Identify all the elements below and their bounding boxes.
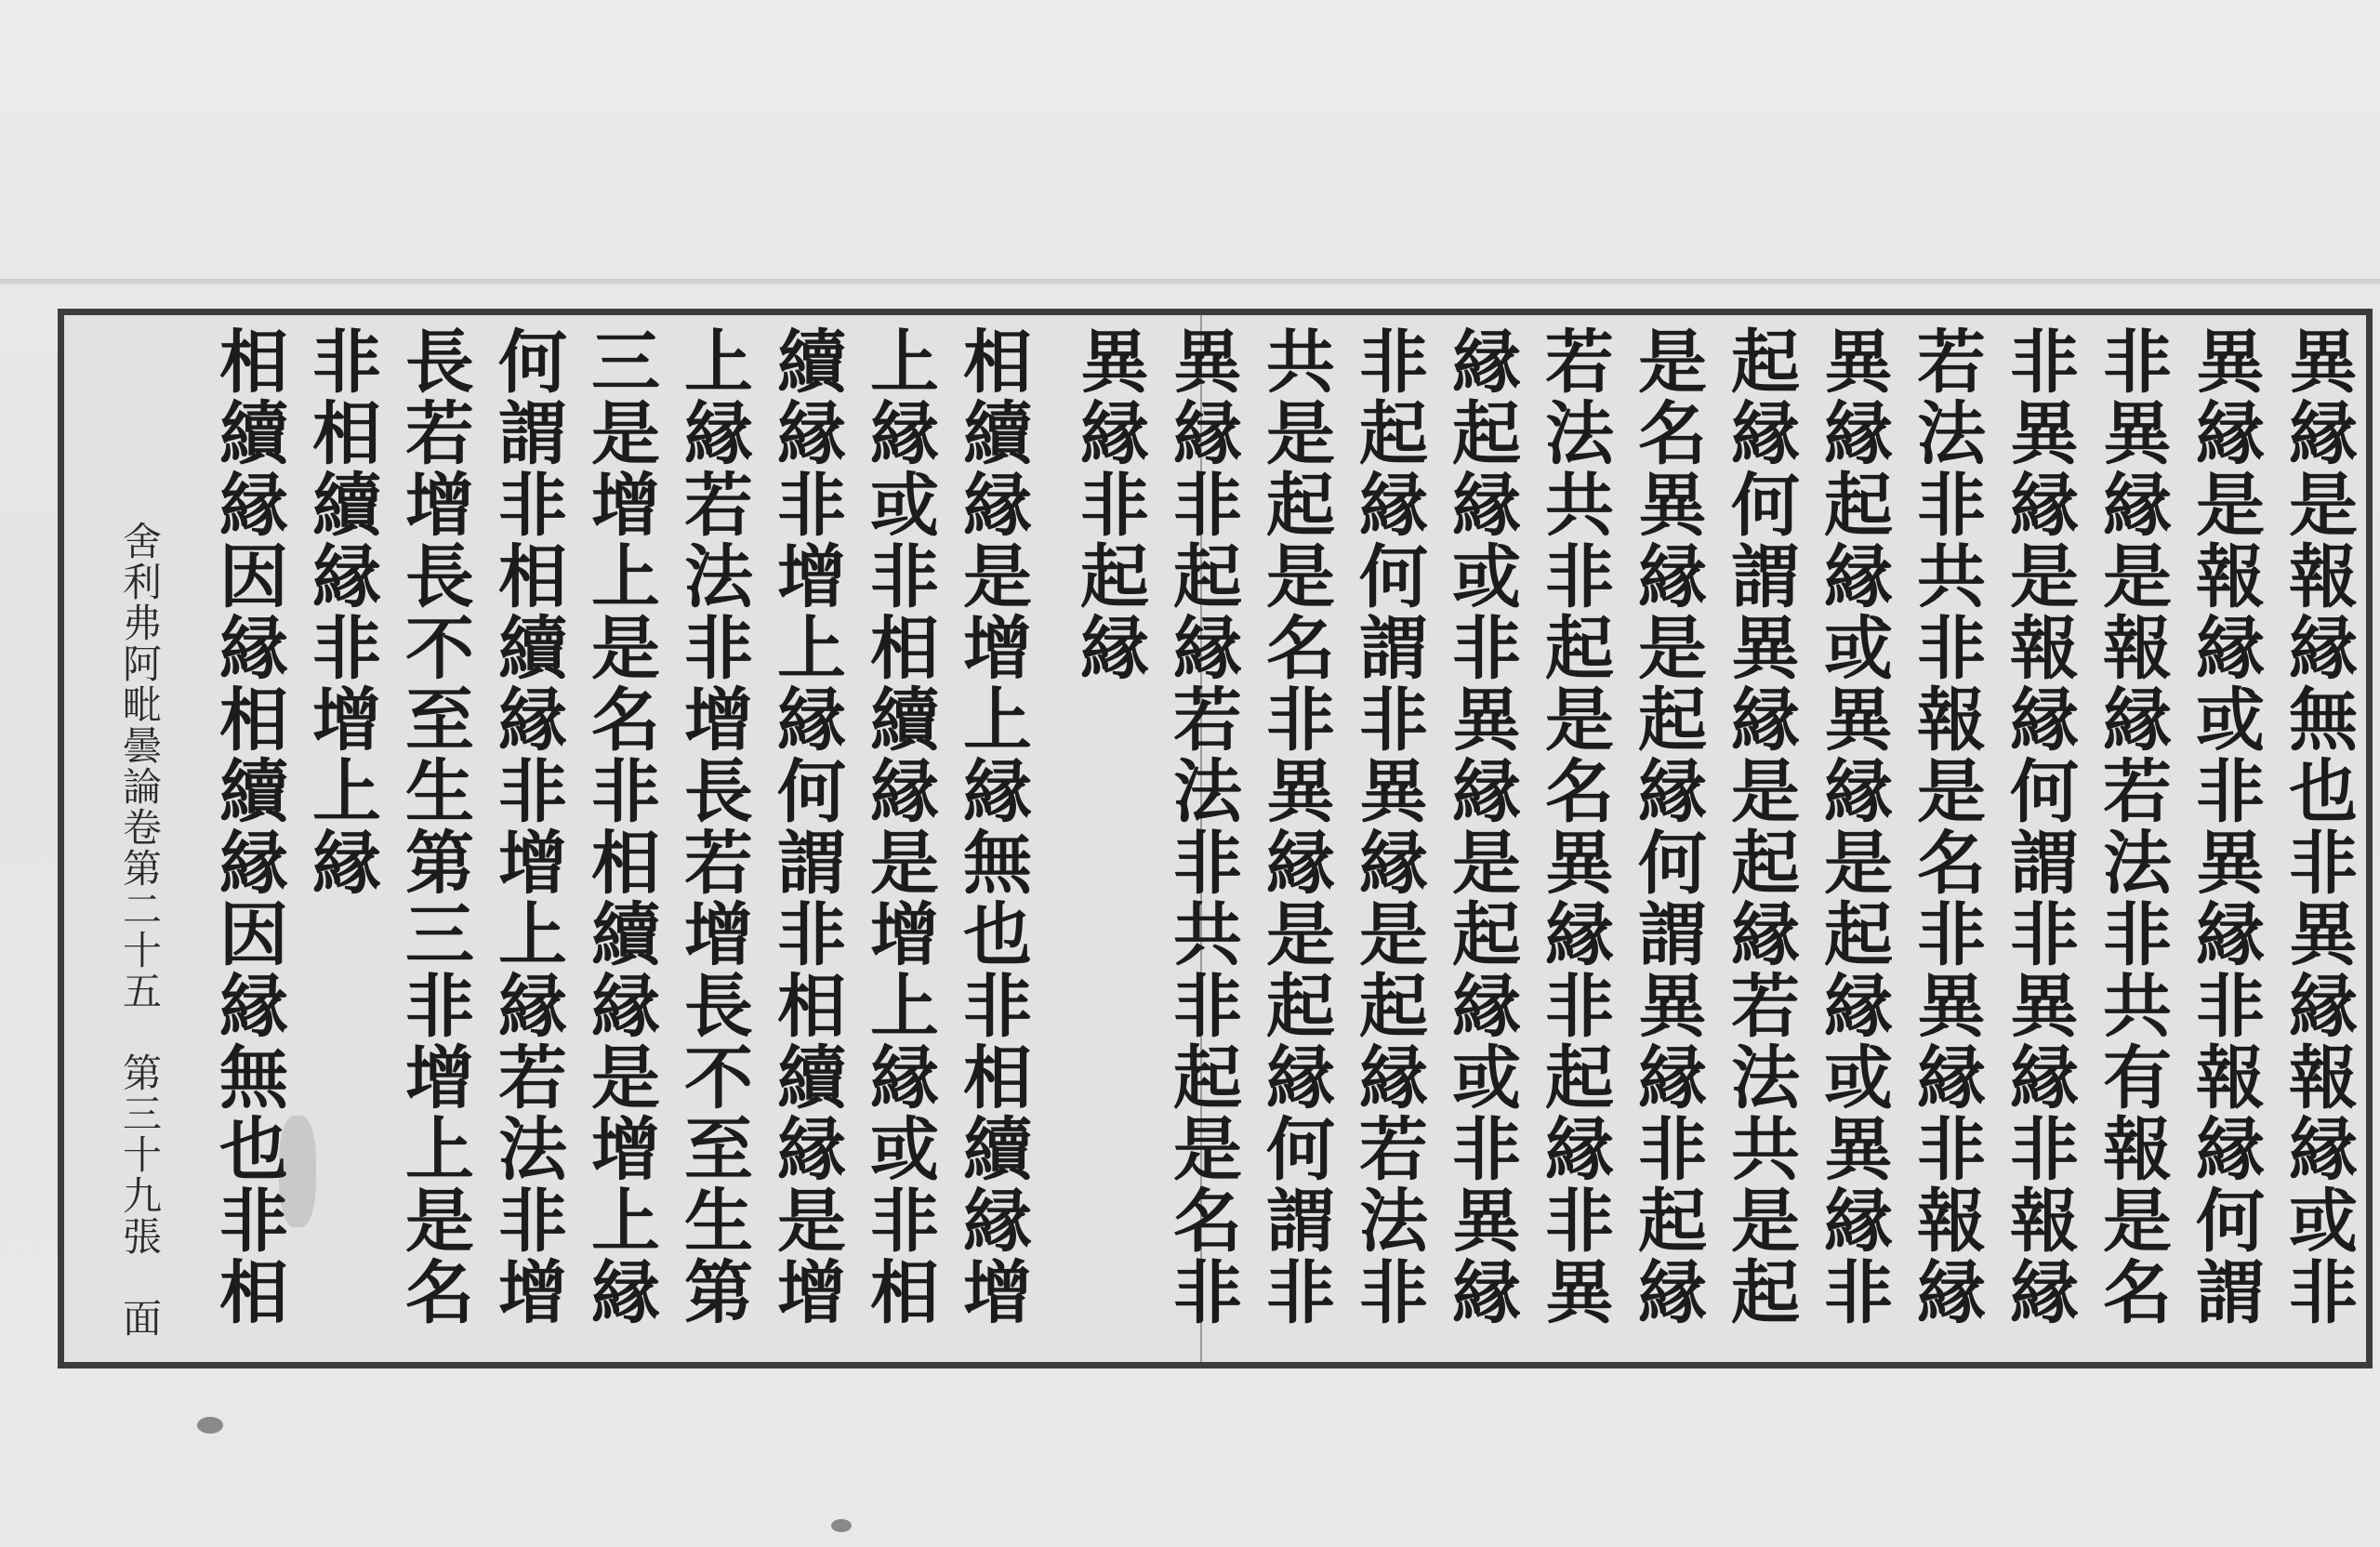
ink-spot [279,1116,316,1227]
text-column-11: 非起縁何謂非異縁是起縁若法非 [1348,325,1428,1328]
text-column-5: 若法非共非報是名非異縁非報縁 [1906,325,1986,1328]
text-columns [112,325,2358,1348]
text-column-2: 異縁是報縁或非異縁非報縁何謂 [2185,325,2265,1328]
text-column-12: 共是起是名非異縁是起縁何謂非 [1255,325,1335,1328]
colophon-page-label: 舍利弗阿毗曇論卷第二十五 第三十九張 面 [117,521,163,1339]
text-column-8: 是名異縁是起縁何謂異縁非起縁 [1627,325,1707,1328]
text-column-18: 上縁若法非增長若增長不至生第 [673,325,753,1328]
text-column-21: 長若增長不至生第三非增上是名 [394,325,474,1328]
text-column-20: 何謂非相續縁非增上縁若法非增 [487,325,567,1328]
text-column-14: 異縁非起縁 [1069,325,1149,683]
text-column-16: 上縁或非相續縁是增上縁或非相 [859,325,939,1328]
text-column-22: 非相續縁非增上縁 [301,325,381,898]
text-column-4: 非異縁是報縁何謂非異縁非報縁 [1999,325,2079,1328]
ink-spot [831,1519,852,1532]
text-column-3: 非異縁是報縁若法非共有報是名 [2092,325,2172,1328]
text-column-13: 異縁非起縁若法非共非起是名非 [1162,325,1242,1328]
text-column-19: 三是增上是名非相續縁是增上縁 [580,325,660,1328]
paper-fold [0,279,2380,284]
ink-spot [197,1417,223,1434]
text-column-23: 相續縁因縁相續縁因縁無也非相 [208,325,288,1328]
text-column-17: 續縁非增上縁何謂非相續縁是增 [766,325,846,1328]
text-column-9: 若法共非起是名異縁非起縁非異 [1534,325,1614,1328]
column-gap [1026,325,1051,1348]
text-column-15: 相續縁是增上縁無也非相續縁增 [952,325,1032,1328]
text-column-10: 縁起縁或非異縁是起縁或非異縁 [1441,325,1521,1328]
text-column-6: 異縁起縁或異縁是起縁或異縁非 [1813,325,1893,1328]
text-column-7: 起縁何謂異縁是起縁若法共是起 [1720,325,1800,1328]
text-column-1: 異縁是報縁無也非異縁報縁或非 [2278,325,2358,1328]
